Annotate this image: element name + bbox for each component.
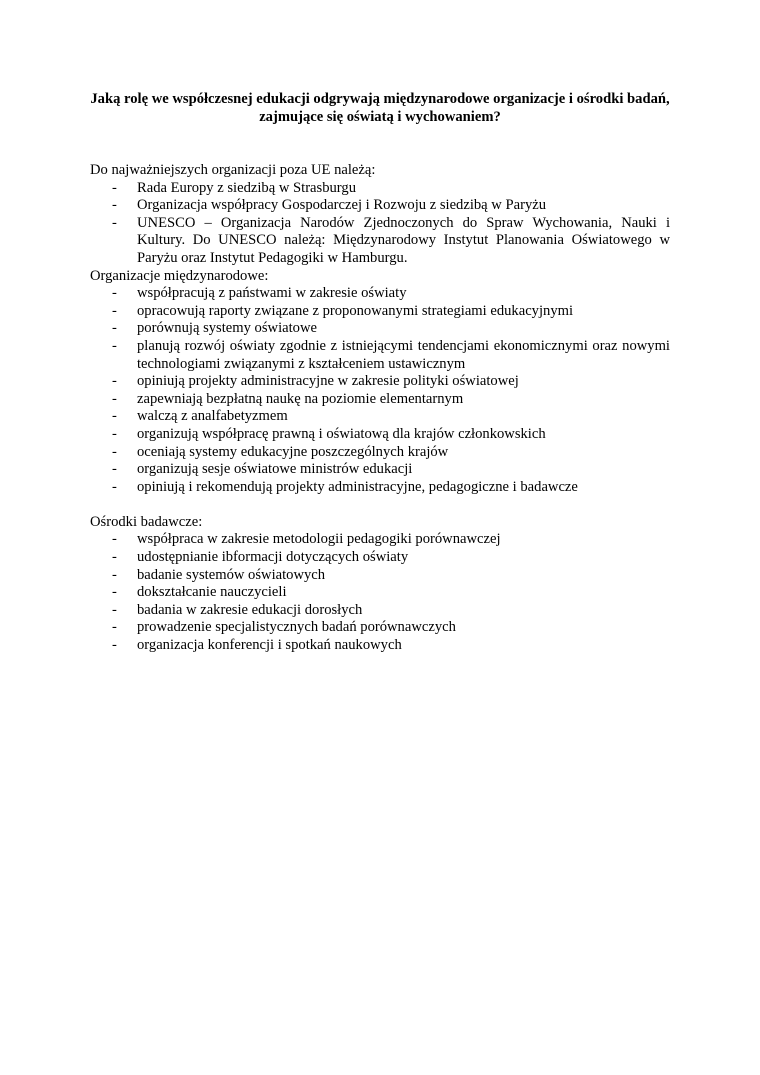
dash-bullet: - — [112, 601, 117, 618]
list-item-text: Organizacja współpracy Gospodarczej i Rozwoju z siedzibą w Paryżu — [137, 197, 547, 214]
page-title: Jaką rolę we współczesnej edukacji odgrywają międzynarodowe organizacje i ośrodki badań, zajmujące się oświatą i wychowaniem? — [90, 91, 670, 125]
list-item — [90, 391, 670, 409]
list-item — [90, 197, 670, 215]
dash-bullet: - — [112, 566, 117, 583]
dash-bullet: - — [112, 320, 117, 337]
list-item-text: UNESCO – Organizacja Narodów Zjednoczonych do Spraw Wychowania, Nauki i Kultury. Do UNESCO należą: Międzynarodowy Instytut Planowania Oświatowego w Paryżu oraz Instytut Pedagogiki w Hamburgu. — [137, 214, 670, 266]
list-item-text: organizacja konferencji i spotkań naukowych — [137, 637, 402, 654]
dash-bullet: - — [112, 531, 117, 548]
list-item — [90, 215, 670, 268]
list-item-text: udostępnianie ibformacji dotyczących oświaty — [137, 549, 409, 566]
list-item — [90, 531, 670, 549]
list-item-text: opiniują projekty administracyjne w zakresie polityki oświatowej — [137, 373, 519, 390]
list-item — [90, 549, 670, 567]
list-item-text: prowadzenie specjalistycznych badań porównawczych — [137, 619, 456, 636]
dash-bullet: - — [112, 443, 117, 460]
list-item-text: Rada Europy z siedzibą w Strasburgu — [137, 179, 356, 196]
dash-bullet: - — [112, 425, 117, 442]
list-item-text: organizują współpracę prawną i oświatową dla krajów członkowskich — [137, 425, 546, 442]
list-item — [90, 180, 670, 198]
dash-bullet: - — [112, 619, 117, 636]
dash-bullet: - — [112, 637, 117, 654]
list-item-text: planują rozwój oświaty zgodnie z istniejącymi tendencjami ekonomicznymi oraz nowymi technologiami związanymi z kształceniem ustawicznym — [137, 337, 670, 372]
list-research-centers — [90, 531, 670, 654]
dash-bullet: - — [112, 337, 117, 354]
list-item — [90, 461, 670, 479]
list-item — [90, 444, 670, 462]
list-item — [90, 602, 670, 620]
dash-bullet: - — [112, 179, 117, 196]
section-heading-international-organizations: Organizacje międzynarodowe: — [90, 267, 269, 284]
list-item — [90, 567, 670, 585]
list-item-text: porównują systemy oświatowe — [137, 320, 317, 337]
list-item-text: dokształcanie nauczycieli — [137, 584, 287, 601]
list-item — [90, 320, 670, 338]
list-item-text: opiniują i rekomendują projekty administracyjne, pedagogiczne i badawcze — [137, 478, 578, 495]
dash-bullet: - — [112, 214, 117, 231]
list-item-text: współpraca w zakresie metodologii pedagogiki porównawczej — [137, 531, 501, 548]
list-item-text: oceniają systemy edukacyjne poszczególnych krajów — [137, 443, 449, 460]
list-item — [90, 584, 670, 602]
dash-bullet: - — [112, 302, 117, 319]
list-item — [90, 373, 670, 391]
dash-bullet: - — [112, 285, 117, 302]
list-item — [90, 619, 670, 637]
dash-bullet: - — [112, 549, 117, 566]
list-organizations-outside-eu — [90, 180, 670, 268]
section-heading-organizations-outside-eu: Do najważniejszych organizacji poza UE należą: — [90, 162, 376, 178]
list-item — [90, 303, 670, 321]
dash-bullet: - — [112, 390, 117, 407]
list-item-text: zapewniają bezpłatną naukę na poziomie elementarnym — [137, 390, 464, 407]
list-item-text: organizują sesje oświatowe ministrów edukacji — [137, 461, 413, 478]
paragraph-spacer — [90, 496, 670, 514]
list-item — [90, 338, 670, 373]
list-item-text: opracowują raporty związane z proponowanymi strategiami edukacyjnymi — [137, 302, 574, 319]
list-item-text: badanie systemów oświatowych — [137, 566, 326, 583]
dash-bullet: - — [112, 197, 117, 214]
list-item — [90, 637, 670, 655]
dash-bullet: - — [112, 408, 117, 425]
list-international-organizations — [90, 285, 670, 496]
dash-bullet: - — [112, 478, 117, 495]
list-item-text: walczą z analfabetyzmem — [137, 408, 288, 425]
list-item-text: badania w zakresie edukacji dorosłych — [137, 601, 363, 618]
list-item — [90, 479, 670, 497]
dash-bullet: - — [112, 584, 117, 601]
list-item — [90, 426, 670, 444]
dash-bullet: - — [112, 461, 117, 478]
list-item — [90, 285, 670, 303]
list-item-text: współpracują z państwami w zakresie oświaty — [137, 285, 407, 302]
dash-bullet: - — [112, 373, 117, 390]
document-body — [90, 162, 670, 655]
list-item — [90, 408, 670, 426]
section-heading-research-centers: Ośrodki badawcze: — [90, 513, 203, 530]
